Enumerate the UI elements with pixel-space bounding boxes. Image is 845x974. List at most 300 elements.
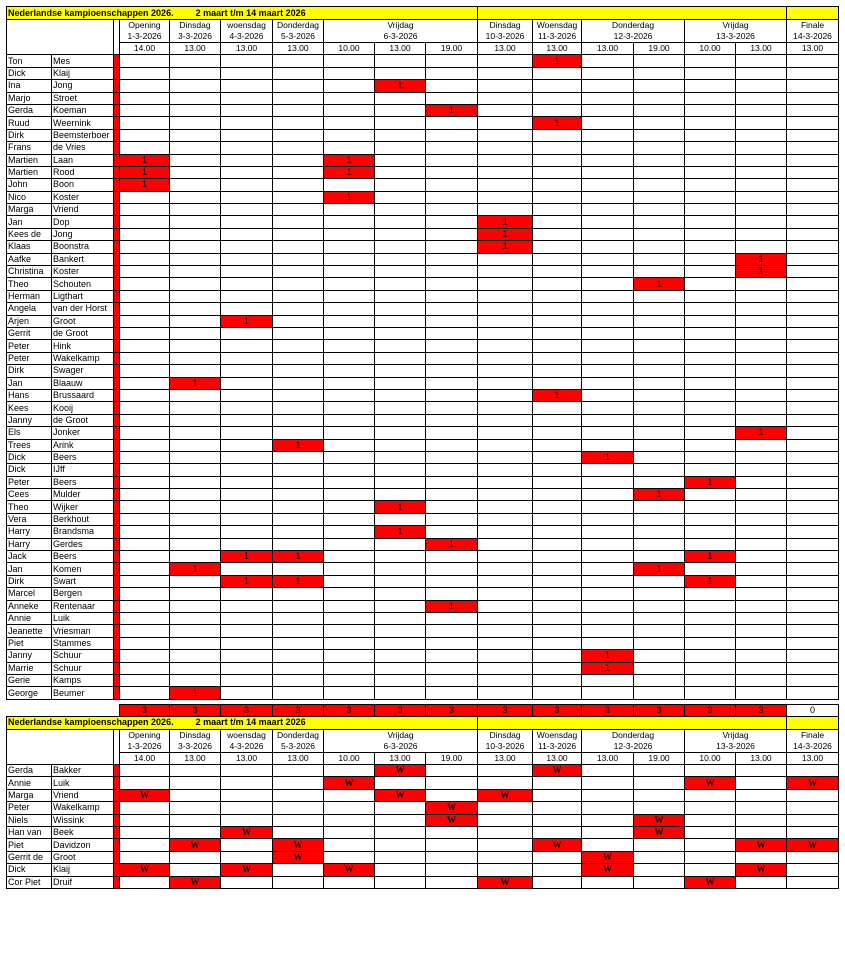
empty-slot[interactable]: [736, 588, 787, 600]
empty-slot[interactable]: [478, 80, 533, 92]
empty-slot[interactable]: [375, 179, 426, 191]
empty-slot[interactable]: [685, 414, 736, 426]
empty-slot[interactable]: [120, 563, 170, 575]
empty-slot[interactable]: [170, 814, 221, 826]
empty-slot[interactable]: [478, 92, 533, 104]
empty-slot[interactable]: [634, 612, 685, 624]
empty-slot[interactable]: [533, 216, 582, 228]
empty-slot[interactable]: [787, 104, 839, 116]
empty-slot[interactable]: [221, 142, 273, 154]
assigned-slot[interactable]: W: [582, 851, 634, 863]
empty-slot[interactable]: [273, 650, 324, 662]
empty-slot[interactable]: [273, 674, 324, 686]
assigned-slot[interactable]: W: [375, 765, 426, 777]
empty-slot[interactable]: [736, 414, 787, 426]
empty-slot[interactable]: [787, 80, 839, 92]
empty-slot[interactable]: [685, 650, 736, 662]
empty-slot[interactable]: [324, 340, 375, 352]
empty-slot[interactable]: [634, 129, 685, 141]
empty-slot[interactable]: [426, 551, 478, 563]
empty-slot[interactable]: [736, 129, 787, 141]
empty-slot[interactable]: [533, 191, 582, 203]
empty-slot[interactable]: [736, 662, 787, 674]
empty-slot[interactable]: [324, 142, 375, 154]
empty-slot[interactable]: [582, 439, 634, 451]
empty-slot[interactable]: [324, 464, 375, 476]
empty-slot[interactable]: [478, 104, 533, 116]
assigned-slot[interactable]: 1: [375, 526, 426, 538]
empty-slot[interactable]: [685, 501, 736, 513]
empty-slot[interactable]: [273, 563, 324, 575]
empty-slot[interactable]: [273, 612, 324, 624]
empty-slot[interactable]: [634, 377, 685, 389]
assigned-slot[interactable]: W: [533, 839, 582, 851]
empty-slot[interactable]: [324, 588, 375, 600]
empty-slot[interactable]: [533, 864, 582, 876]
empty-slot[interactable]: [582, 600, 634, 612]
empty-slot[interactable]: [170, 851, 221, 863]
empty-slot[interactable]: [533, 266, 582, 278]
empty-slot[interactable]: [533, 489, 582, 501]
empty-slot[interactable]: [634, 662, 685, 674]
empty-slot[interactable]: [426, 662, 478, 674]
assigned-slot[interactable]: 1: [273, 439, 324, 451]
empty-slot[interactable]: [324, 92, 375, 104]
empty-slot[interactable]: [120, 650, 170, 662]
empty-slot[interactable]: [787, 179, 839, 191]
assigned-slot[interactable]: 1: [685, 476, 736, 488]
empty-slot[interactable]: [478, 278, 533, 290]
empty-slot[interactable]: [170, 588, 221, 600]
empty-slot[interactable]: [221, 476, 273, 488]
empty-slot[interactable]: [685, 538, 736, 550]
empty-slot[interactable]: [582, 104, 634, 116]
empty-slot[interactable]: [787, 241, 839, 253]
empty-slot[interactable]: [170, 612, 221, 624]
empty-slot[interactable]: [273, 315, 324, 327]
assigned-slot[interactable]: 1: [582, 650, 634, 662]
empty-slot[interactable]: [120, 612, 170, 624]
empty-slot[interactable]: [736, 513, 787, 525]
empty-slot[interactable]: [375, 551, 426, 563]
empty-slot[interactable]: [736, 802, 787, 814]
empty-slot[interactable]: [426, 241, 478, 253]
empty-slot[interactable]: [787, 526, 839, 538]
empty-slot[interactable]: [221, 612, 273, 624]
empty-slot[interactable]: [120, 365, 170, 377]
assigned-slot[interactable]: 1: [736, 266, 787, 278]
empty-slot[interactable]: [736, 563, 787, 575]
empty-slot[interactable]: [170, 315, 221, 327]
empty-slot[interactable]: [685, 789, 736, 801]
empty-slot[interactable]: [736, 476, 787, 488]
empty-slot[interactable]: [533, 588, 582, 600]
empty-slot[interactable]: [634, 650, 685, 662]
empty-slot[interactable]: [478, 365, 533, 377]
empty-slot[interactable]: [273, 166, 324, 178]
empty-slot[interactable]: [375, 352, 426, 364]
empty-slot[interactable]: [685, 802, 736, 814]
empty-slot[interactable]: [634, 851, 685, 863]
empty-slot[interactable]: [787, 501, 839, 513]
empty-slot[interactable]: [170, 55, 221, 67]
assigned-slot[interactable]: 1: [221, 315, 273, 327]
empty-slot[interactable]: [787, 117, 839, 129]
empty-slot[interactable]: [736, 80, 787, 92]
empty-slot[interactable]: [533, 166, 582, 178]
empty-slot[interactable]: [634, 266, 685, 278]
empty-slot[interactable]: [221, 513, 273, 525]
empty-slot[interactable]: [478, 674, 533, 686]
empty-slot[interactable]: [736, 104, 787, 116]
empty-slot[interactable]: [634, 439, 685, 451]
empty-slot[interactable]: [375, 278, 426, 290]
empty-slot[interactable]: [478, 439, 533, 451]
empty-slot[interactable]: [426, 303, 478, 315]
empty-slot[interactable]: [685, 204, 736, 216]
empty-slot[interactable]: [582, 92, 634, 104]
empty-slot[interactable]: [787, 814, 839, 826]
empty-slot[interactable]: [221, 55, 273, 67]
empty-slot[interactable]: [324, 600, 375, 612]
empty-slot[interactable]: [582, 575, 634, 587]
empty-slot[interactable]: [736, 315, 787, 327]
empty-slot[interactable]: [375, 241, 426, 253]
empty-slot[interactable]: [787, 464, 839, 476]
empty-slot[interactable]: [685, 92, 736, 104]
empty-slot[interactable]: [221, 278, 273, 290]
empty-slot[interactable]: [736, 55, 787, 67]
empty-slot[interactable]: [533, 814, 582, 826]
empty-slot[interactable]: [736, 154, 787, 166]
empty-slot[interactable]: [221, 104, 273, 116]
empty-slot[interactable]: [221, 303, 273, 315]
empty-slot[interactable]: [426, 352, 478, 364]
empty-slot[interactable]: [273, 876, 324, 888]
empty-slot[interactable]: [324, 687, 375, 699]
empty-slot[interactable]: [221, 851, 273, 863]
empty-slot[interactable]: [685, 377, 736, 389]
empty-slot[interactable]: [273, 501, 324, 513]
empty-slot[interactable]: [685, 315, 736, 327]
empty-slot[interactable]: [324, 129, 375, 141]
empty-slot[interactable]: [375, 802, 426, 814]
empty-slot[interactable]: [120, 352, 170, 364]
assigned-slot[interactable]: 1: [426, 600, 478, 612]
empty-slot[interactable]: [533, 600, 582, 612]
empty-slot[interactable]: [685, 241, 736, 253]
empty-slot[interactable]: [533, 303, 582, 315]
empty-slot[interactable]: [787, 851, 839, 863]
empty-slot[interactable]: [324, 179, 375, 191]
assigned-slot[interactable]: 1: [324, 166, 375, 178]
empty-slot[interactable]: [273, 864, 324, 876]
empty-slot[interactable]: [324, 315, 375, 327]
empty-slot[interactable]: [478, 650, 533, 662]
empty-slot[interactable]: [324, 662, 375, 674]
empty-slot[interactable]: [120, 637, 170, 649]
empty-slot[interactable]: [533, 802, 582, 814]
empty-slot[interactable]: [426, 464, 478, 476]
empty-slot[interactable]: [787, 352, 839, 364]
empty-slot[interactable]: [533, 612, 582, 624]
empty-slot[interactable]: [170, 538, 221, 550]
empty-slot[interactable]: [273, 278, 324, 290]
empty-slot[interactable]: [787, 687, 839, 699]
empty-slot[interactable]: [170, 327, 221, 339]
empty-slot[interactable]: [582, 204, 634, 216]
assigned-slot[interactable]: 1: [533, 389, 582, 401]
empty-slot[interactable]: [634, 352, 685, 364]
empty-slot[interactable]: [170, 526, 221, 538]
empty-slot[interactable]: [736, 278, 787, 290]
empty-slot[interactable]: [375, 538, 426, 550]
empty-slot[interactable]: [170, 241, 221, 253]
empty-slot[interactable]: [582, 476, 634, 488]
assigned-slot[interactable]: W: [685, 777, 736, 789]
empty-slot[interactable]: [533, 402, 582, 414]
assigned-slot[interactable]: 1: [324, 191, 375, 203]
empty-slot[interactable]: [120, 827, 170, 839]
empty-slot[interactable]: [375, 637, 426, 649]
empty-slot[interactable]: [170, 104, 221, 116]
empty-slot[interactable]: [787, 439, 839, 451]
empty-slot[interactable]: [375, 414, 426, 426]
empty-slot[interactable]: [375, 876, 426, 888]
empty-slot[interactable]: [273, 327, 324, 339]
empty-slot[interactable]: [273, 526, 324, 538]
empty-slot[interactable]: [120, 104, 170, 116]
empty-slot[interactable]: [324, 451, 375, 463]
assigned-slot[interactable]: 1: [685, 551, 736, 563]
assigned-slot[interactable]: 1: [170, 687, 221, 699]
empty-slot[interactable]: [478, 538, 533, 550]
empty-slot[interactable]: [685, 389, 736, 401]
empty-slot[interactable]: [273, 154, 324, 166]
empty-slot[interactable]: [582, 154, 634, 166]
empty-slot[interactable]: [273, 303, 324, 315]
empty-slot[interactable]: [533, 625, 582, 637]
empty-slot[interactable]: [221, 241, 273, 253]
empty-slot[interactable]: [221, 377, 273, 389]
empty-slot[interactable]: [533, 377, 582, 389]
empty-slot[interactable]: [478, 588, 533, 600]
empty-slot[interactable]: [324, 839, 375, 851]
empty-slot[interactable]: [273, 827, 324, 839]
empty-slot[interactable]: [375, 851, 426, 863]
empty-slot[interactable]: [120, 327, 170, 339]
empty-slot[interactable]: [736, 166, 787, 178]
empty-slot[interactable]: [582, 526, 634, 538]
assigned-slot[interactable]: 1: [582, 451, 634, 463]
empty-slot[interactable]: [685, 600, 736, 612]
empty-slot[interactable]: [582, 625, 634, 637]
empty-slot[interactable]: [533, 340, 582, 352]
empty-slot[interactable]: [221, 802, 273, 814]
empty-slot[interactable]: [582, 687, 634, 699]
empty-slot[interactable]: [736, 142, 787, 154]
empty-slot[interactable]: [533, 501, 582, 513]
empty-slot[interactable]: [273, 179, 324, 191]
empty-slot[interactable]: [787, 303, 839, 315]
empty-slot[interactable]: [221, 340, 273, 352]
empty-slot[interactable]: [478, 600, 533, 612]
empty-slot[interactable]: [582, 340, 634, 352]
empty-slot[interactable]: [324, 327, 375, 339]
assigned-slot[interactable]: W: [324, 864, 375, 876]
empty-slot[interactable]: [582, 80, 634, 92]
empty-slot[interactable]: [787, 266, 839, 278]
empty-slot[interactable]: [375, 67, 426, 79]
empty-slot[interactable]: [375, 625, 426, 637]
empty-slot[interactable]: [375, 142, 426, 154]
empty-slot[interactable]: [426, 278, 478, 290]
empty-slot[interactable]: [170, 216, 221, 228]
empty-slot[interactable]: [221, 290, 273, 302]
empty-slot[interactable]: [170, 179, 221, 191]
empty-slot[interactable]: [533, 129, 582, 141]
assigned-slot[interactable]: 1: [478, 241, 533, 253]
empty-slot[interactable]: [221, 650, 273, 662]
empty-slot[interactable]: [634, 55, 685, 67]
empty-slot[interactable]: [426, 179, 478, 191]
empty-slot[interactable]: [120, 278, 170, 290]
empty-slot[interactable]: [273, 625, 324, 637]
empty-slot[interactable]: [533, 290, 582, 302]
empty-slot[interactable]: [685, 352, 736, 364]
empty-slot[interactable]: [120, 117, 170, 129]
empty-slot[interactable]: [324, 538, 375, 550]
empty-slot[interactable]: [273, 600, 324, 612]
empty-slot[interactable]: [736, 575, 787, 587]
empty-slot[interactable]: [426, 526, 478, 538]
empty-slot[interactable]: [478, 765, 533, 777]
assigned-slot[interactable]: 1: [221, 575, 273, 587]
empty-slot[interactable]: [787, 315, 839, 327]
empty-slot[interactable]: [324, 765, 375, 777]
empty-slot[interactable]: [221, 814, 273, 826]
empty-slot[interactable]: [375, 827, 426, 839]
empty-slot[interactable]: [685, 839, 736, 851]
empty-slot[interactable]: [478, 451, 533, 463]
empty-slot[interactable]: [375, 687, 426, 699]
empty-slot[interactable]: [478, 827, 533, 839]
empty-slot[interactable]: [634, 551, 685, 563]
empty-slot[interactable]: [634, 674, 685, 686]
empty-slot[interactable]: [787, 674, 839, 686]
empty-slot[interactable]: [478, 513, 533, 525]
empty-slot[interactable]: [273, 538, 324, 550]
empty-slot[interactable]: [533, 204, 582, 216]
empty-slot[interactable]: [685, 765, 736, 777]
empty-slot[interactable]: [533, 92, 582, 104]
empty-slot[interactable]: [685, 191, 736, 203]
empty-slot[interactable]: [787, 92, 839, 104]
empty-slot[interactable]: [375, 266, 426, 278]
empty-slot[interactable]: [273, 414, 324, 426]
empty-slot[interactable]: [221, 191, 273, 203]
empty-slot[interactable]: [170, 439, 221, 451]
empty-slot[interactable]: [426, 365, 478, 377]
empty-slot[interactable]: [787, 538, 839, 550]
empty-slot[interactable]: [170, 204, 221, 216]
empty-slot[interactable]: [582, 303, 634, 315]
empty-slot[interactable]: [634, 327, 685, 339]
empty-slot[interactable]: [324, 476, 375, 488]
empty-slot[interactable]: [582, 637, 634, 649]
empty-slot[interactable]: [170, 92, 221, 104]
empty-slot[interactable]: [634, 154, 685, 166]
empty-slot[interactable]: [426, 637, 478, 649]
empty-slot[interactable]: [273, 204, 324, 216]
empty-slot[interactable]: [533, 637, 582, 649]
empty-slot[interactable]: [787, 451, 839, 463]
empty-slot[interactable]: [582, 67, 634, 79]
empty-slot[interactable]: [324, 789, 375, 801]
empty-slot[interactable]: [273, 427, 324, 439]
empty-slot[interactable]: [787, 827, 839, 839]
empty-slot[interactable]: [426, 501, 478, 513]
empty-slot[interactable]: [478, 476, 533, 488]
empty-slot[interactable]: [273, 802, 324, 814]
empty-slot[interactable]: [273, 216, 324, 228]
empty-slot[interactable]: [582, 216, 634, 228]
empty-slot[interactable]: [324, 625, 375, 637]
empty-slot[interactable]: [426, 129, 478, 141]
empty-slot[interactable]: [170, 142, 221, 154]
empty-slot[interactable]: [170, 365, 221, 377]
assigned-slot[interactable]: W: [634, 814, 685, 826]
empty-slot[interactable]: [736, 637, 787, 649]
empty-slot[interactable]: [221, 228, 273, 240]
empty-slot[interactable]: [478, 637, 533, 649]
empty-slot[interactable]: [634, 588, 685, 600]
assigned-slot[interactable]: 1: [375, 80, 426, 92]
empty-slot[interactable]: [221, 439, 273, 451]
empty-slot[interactable]: [426, 117, 478, 129]
empty-slot[interactable]: [582, 765, 634, 777]
empty-slot[interactable]: [634, 464, 685, 476]
empty-slot[interactable]: [787, 204, 839, 216]
empty-slot[interactable]: [120, 92, 170, 104]
empty-slot[interactable]: [375, 166, 426, 178]
empty-slot[interactable]: [324, 365, 375, 377]
empty-slot[interactable]: [120, 216, 170, 228]
empty-slot[interactable]: [324, 216, 375, 228]
empty-slot[interactable]: [375, 427, 426, 439]
empty-slot[interactable]: [736, 204, 787, 216]
empty-slot[interactable]: [375, 513, 426, 525]
empty-slot[interactable]: [120, 876, 170, 888]
empty-slot[interactable]: [120, 765, 170, 777]
empty-slot[interactable]: [426, 191, 478, 203]
empty-slot[interactable]: [478, 575, 533, 587]
assigned-slot[interactable]: 1: [533, 55, 582, 67]
empty-slot[interactable]: [273, 191, 324, 203]
empty-slot[interactable]: [120, 662, 170, 674]
empty-slot[interactable]: [634, 253, 685, 265]
empty-slot[interactable]: [736, 92, 787, 104]
empty-slot[interactable]: [120, 290, 170, 302]
empty-slot[interactable]: [685, 827, 736, 839]
empty-slot[interactable]: [221, 489, 273, 501]
empty-slot[interactable]: [533, 451, 582, 463]
empty-slot[interactable]: [426, 489, 478, 501]
empty-slot[interactable]: [273, 67, 324, 79]
empty-slot[interactable]: [375, 451, 426, 463]
empty-slot[interactable]: [685, 67, 736, 79]
empty-slot[interactable]: [685, 402, 736, 414]
